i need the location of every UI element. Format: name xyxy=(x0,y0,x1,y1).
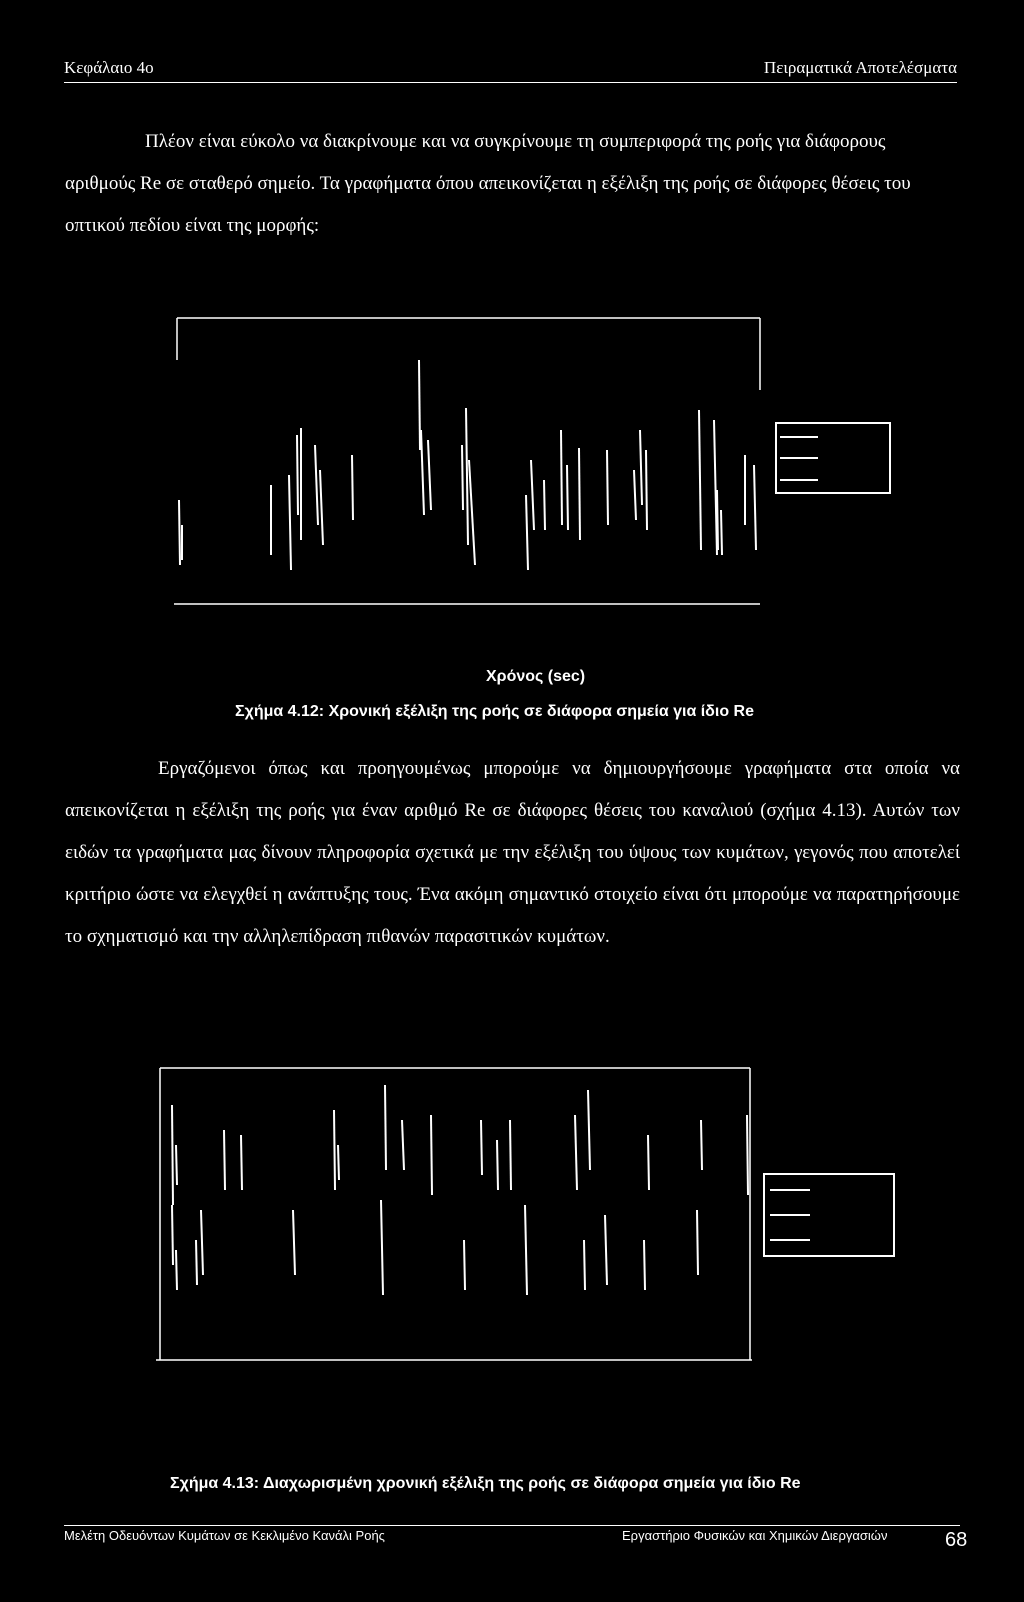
trace-line xyxy=(464,1240,465,1290)
footer-title: Μελέτη Οδευόντων Κυμάτων σε Κεκλιμένο Κανάλι Ροής xyxy=(64,1528,385,1543)
paragraph-intro: Πλέον είναι εύκολο να διακρίνουμε και να συγκρίνουμε τη συμπεριφορά της ροής για διάφορους αριθμούς Re σε σταθερό σημείο. Τα γραφήματα όπου απεικονίζεται η εξέλιξη της ροής σε διάφορες θέσεις του οπτικού πεδίου είναι της μορφής: xyxy=(65,131,911,236)
trace-line xyxy=(605,1215,607,1285)
page-header xyxy=(64,58,957,83)
trace-line xyxy=(579,448,580,540)
trace-line xyxy=(419,360,420,450)
trace-line xyxy=(315,445,318,525)
trace-line xyxy=(352,455,353,520)
trace-line xyxy=(289,475,291,570)
trace-line xyxy=(466,408,468,545)
footer-rule xyxy=(64,1525,960,1526)
trace-line xyxy=(531,460,534,530)
trace-line xyxy=(320,470,323,545)
figure-4-13-caption: Σχήμα 4.13: Διαχωρισμένη χρονική εξέλιξη της ροής σε διάφορα σημεία για ίδιο Re xyxy=(170,1475,801,1492)
trace-line xyxy=(588,1090,590,1170)
trace-line xyxy=(561,430,562,525)
trace-line xyxy=(421,430,424,515)
trace-line xyxy=(510,1120,511,1190)
trace-line xyxy=(176,1250,177,1290)
page-number: 68 xyxy=(945,1529,968,1551)
trace-line xyxy=(196,1240,197,1285)
trace-line xyxy=(469,460,475,565)
trace-line xyxy=(544,480,545,530)
trace-line xyxy=(697,1210,698,1275)
trace-line xyxy=(646,450,647,530)
figure-4-12-caption: Σχήμα 4.12: Χρονική εξέλιξη της ροής σε διάφορα σημεία για ίδιο Re xyxy=(235,703,754,720)
trace-line xyxy=(172,1205,173,1265)
header-chapter: Κεφάλαιο 4ο xyxy=(64,58,154,77)
trace-line xyxy=(640,430,642,505)
trace-line xyxy=(172,1105,173,1205)
trace-line xyxy=(297,435,298,515)
legend-box xyxy=(776,423,890,493)
paragraph-body: Εργαζόμενοι όπως και προηγουμένως μπορούμε να δημιουργήσουμε γραφήματα στα οποία να απεικονίζεται η εξέλιξη της ροής για έναν αριθμό Re σε διάφορες θέσεις του καναλιού (σχήμα 4.13). Αυτών των ειδών τα γραφήματα μας δίνουν πληροφορία σχετικά με την εξέλιξη του ύψους των κυμάτων, γεγονός που αποτελεί κριτήριο ώστε να ελεγχθεί η ανάπτυξης τους. Ένα ακόμη σημαντικό στοιχείο είναι ότι μπορούμε να παρατηρήσουμε το σχηματισμό και την αλληλεπίδραση πιθανών παρασιτικών κυμάτων. xyxy=(65,758,960,947)
trace-line xyxy=(402,1120,404,1170)
trace-line xyxy=(634,470,636,520)
trace-line xyxy=(334,1110,335,1190)
trace-line xyxy=(648,1135,649,1190)
trace-line xyxy=(699,410,701,550)
trace-line xyxy=(431,1115,432,1195)
trace-line xyxy=(481,1120,482,1175)
trace-line xyxy=(176,1145,177,1185)
trace-line xyxy=(567,465,568,530)
trace-line xyxy=(241,1135,242,1190)
trace-line xyxy=(754,465,756,550)
trace-line xyxy=(179,500,180,565)
trace-line xyxy=(701,1120,702,1170)
trace-line xyxy=(462,445,463,510)
trace-line xyxy=(526,495,528,570)
legend-box xyxy=(764,1174,894,1256)
trace-line xyxy=(428,440,431,510)
header-section: Πειραματικά Αποτελέσματα xyxy=(763,58,957,77)
figure-4-12-plot xyxy=(0,300,1024,620)
trace-line xyxy=(747,1115,748,1195)
time-traces-1 xyxy=(179,360,756,570)
axis-label-time: Χρόνος (sec) xyxy=(486,668,586,685)
trace-line xyxy=(607,450,608,525)
figure-4-13-plot xyxy=(0,1060,1024,1370)
trace-line xyxy=(525,1205,527,1295)
trace-line xyxy=(714,420,717,555)
trace-line xyxy=(201,1210,203,1275)
trace-line xyxy=(717,490,718,550)
plot-frame xyxy=(156,1068,752,1360)
trace-line xyxy=(385,1085,386,1170)
footer-lab: Εργαστήριο Φυσικών και Χημικών Διεργασιών xyxy=(622,1528,888,1543)
trace-line xyxy=(381,1200,383,1295)
time-traces-2 xyxy=(172,1085,748,1295)
trace-line xyxy=(575,1115,577,1190)
trace-line xyxy=(644,1240,645,1290)
trace-line xyxy=(224,1130,225,1190)
trace-line xyxy=(338,1145,339,1180)
trace-line xyxy=(721,510,722,555)
trace-line xyxy=(497,1140,498,1190)
trace-line xyxy=(584,1240,585,1290)
trace-line xyxy=(293,1210,295,1275)
